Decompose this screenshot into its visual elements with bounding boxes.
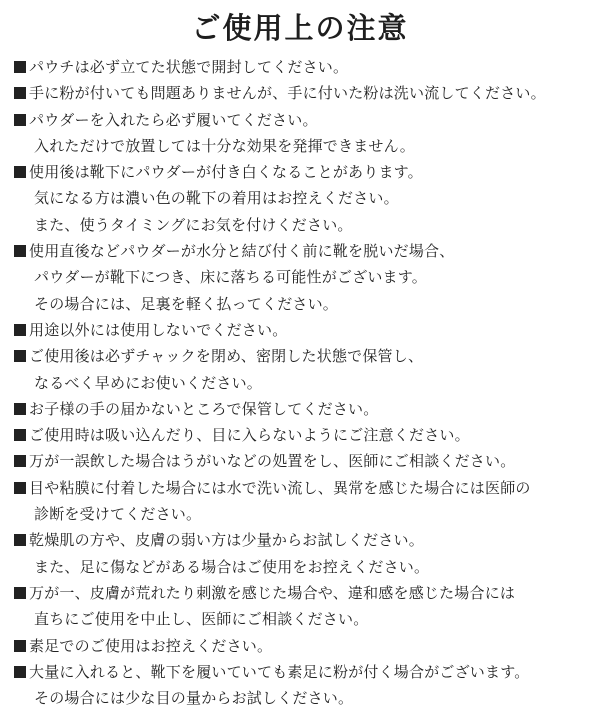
notice-line xyxy=(14,422,586,448)
notice-list xyxy=(14,54,586,711)
square-bullet-icon xyxy=(14,534,26,546)
square-bullet-icon xyxy=(14,482,26,494)
notice-line xyxy=(14,633,586,659)
notice-line xyxy=(14,159,586,185)
notice-line xyxy=(14,448,586,474)
notice-text: 用途以外には使用しないでください。 xyxy=(29,320,288,339)
square-bullet-icon xyxy=(14,61,26,73)
notice-text: 乾燥肌の方や、皮膚の弱い方は少量からお試しください。 xyxy=(29,531,424,550)
notice-text: 入れただけで放置しては十分な効果を発揮できません。 xyxy=(34,136,415,155)
notice-continuation-line xyxy=(14,264,586,290)
notice-item xyxy=(14,475,586,528)
notice-item xyxy=(14,633,586,659)
notice-item xyxy=(14,422,586,448)
notice-text: 大量に入れると、靴下を履いていても素足に粉が付く場合がございます。 xyxy=(29,662,530,681)
notice-text: お子様の手の届かないところで保管してください。 xyxy=(29,399,379,418)
square-bullet-icon xyxy=(14,429,26,441)
notice-continuation-line xyxy=(14,133,586,159)
notice-text: ご使用後は必ずチャックを閉め、密閉した状態で保管し、 xyxy=(29,347,424,366)
square-bullet-icon xyxy=(14,455,26,467)
notice-item xyxy=(14,107,586,160)
notice-text: 気になる方は濃い色の靴下の着用はお控えください。 xyxy=(34,189,399,208)
notice-continuation-line xyxy=(14,685,586,711)
notice-page xyxy=(0,4,600,724)
notice-text: 使用後は靴下にパウダーが付き白くなることがあります。 xyxy=(29,163,423,182)
notice-line xyxy=(14,527,586,553)
notice-item xyxy=(14,80,586,106)
notice-continuation-line xyxy=(14,291,586,317)
notice-item xyxy=(14,343,586,396)
notice-text: 万が一誤飲した場合はうがいなどの処置をし、医師にご相談ください。 xyxy=(29,452,516,471)
notice-item xyxy=(14,396,586,422)
notice-continuation-line xyxy=(14,370,586,396)
square-bullet-icon xyxy=(14,350,26,362)
notice-line xyxy=(14,580,586,606)
notice-text: また、足に傷などがある場合はご使用をお控えください。 xyxy=(34,557,430,576)
notice-item xyxy=(14,159,586,238)
notice-line xyxy=(14,107,586,133)
notice-text: 手に粉が付いても問題ありませんが、手に付いた粉は洗い流してください。 xyxy=(29,84,546,103)
notice-item xyxy=(14,448,586,474)
square-bullet-icon xyxy=(14,640,26,652)
notice-text: ご使用時は吸い込んだり、目に入らないようにご注意ください。 xyxy=(29,426,470,445)
notice-item xyxy=(14,527,586,580)
notice-item xyxy=(14,54,586,80)
square-bullet-icon xyxy=(14,114,26,126)
notice-text: また、使うタイミングにお気を付けください。 xyxy=(34,215,353,234)
notice-continuation-line xyxy=(14,554,586,580)
notice-line xyxy=(14,343,586,369)
notice-text: 使用直後などパウダーが水分と結び付く前に靴を脱いだ場合、 xyxy=(29,242,455,261)
notice-line xyxy=(14,396,586,422)
square-bullet-icon xyxy=(14,324,26,336)
notice-text: 目や粘膜に付着した場合には水で洗い流し、異常を感じた場合には医師の xyxy=(29,478,531,497)
square-bullet-icon xyxy=(14,166,26,178)
notice-item xyxy=(14,580,586,633)
notice-line xyxy=(14,317,586,343)
notice-text: なるべく早めにお使いください。 xyxy=(34,373,263,392)
notice-item xyxy=(14,659,586,712)
notice-line xyxy=(14,475,586,501)
square-bullet-icon xyxy=(14,587,26,599)
square-bullet-icon xyxy=(14,666,26,678)
notice-text: その場合には少な目の量からお試しください。 xyxy=(34,689,354,708)
page-title: ご使用上の注意 xyxy=(191,11,409,45)
notice-text: 直ちにご使用を中止し、医師にご相談ください。 xyxy=(34,610,369,629)
notice-continuation-line xyxy=(14,185,586,211)
notice-text: パウチは必ず立てた状態で開封してください。 xyxy=(29,58,349,76)
notice-item xyxy=(14,317,586,343)
notice-continuation-line xyxy=(14,212,586,238)
notice-line xyxy=(14,238,586,264)
notice-line xyxy=(14,659,586,685)
notice-text: 素足でのご使用はお控えください。 xyxy=(29,636,273,655)
notice-text: 診断を受けてください。 xyxy=(34,505,202,524)
notice-text: パウダーが靴下につき、床に落ちる可能性がございます。 xyxy=(34,268,427,287)
notice-item xyxy=(14,238,586,317)
square-bullet-icon xyxy=(14,87,26,99)
notice-line xyxy=(14,54,586,80)
notice-text: パウダーを入れたら必ず履いてください。 xyxy=(29,110,318,129)
notice-line xyxy=(14,80,586,106)
square-bullet-icon xyxy=(14,403,26,415)
notice-text: 万が一、皮膚が荒れたり刺激を感じた場合や、違和感を感じた場合には xyxy=(29,583,516,602)
notice-continuation-line xyxy=(14,501,586,527)
notice-continuation-line xyxy=(14,606,586,632)
notice-text: その場合には、足裏を軽く払ってください。 xyxy=(34,294,339,313)
square-bullet-icon xyxy=(14,245,26,257)
